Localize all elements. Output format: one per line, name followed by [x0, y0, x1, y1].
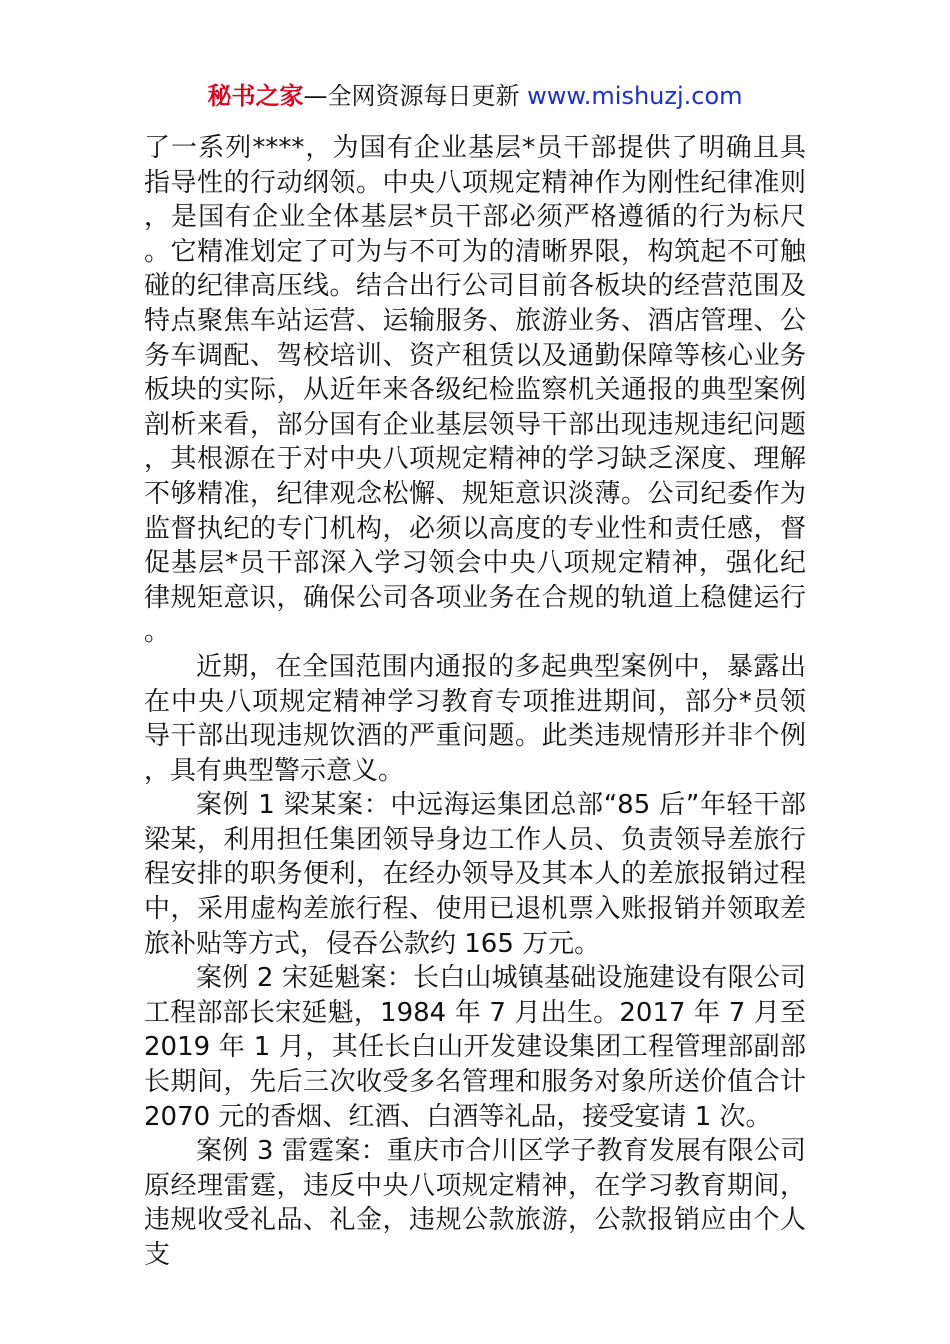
- brand-name: 秘书之家: [207, 82, 304, 110]
- paragraph-recent-cases: 近期，在全国范围内通报的多起典型案例中，暴露出在中央八项规定精神学习教育专项推进期间，部分*员领导干部出现违规饮酒的严重问题。此类违规情形并非个例，具有典型警示意义。: [144, 651, 806, 786]
- website-link[interactable]: www.mishuzj.com: [527, 82, 743, 110]
- document-body: [144, 131, 806, 1273]
- header-tagline: —全网资源每日更新: [303, 82, 520, 110]
- paragraph-case-2: 案例 2 宋延魁案：长白山城镇基础设施建设有限公司工程部部长宋延魁，1984 年 7 月出生。2017 年 7 月至 2019 年 1 月，其任长白山开发建设集团工程管理部副部长期间，先后三次收受多名管理和服务对象所送价值合计 2070 元的香烟、红酒、白酒等礼品，接受宴请 1 次。: [144, 963, 806, 1132]
- paragraph-intro: 了一系列****，为国有企业基层*员干部提供了明确且具指导性的行动纲领。中央八项规定精神作为刚性纪律准则，是国有企业全体基层*员干部必须严格遵循的行为标尺。它精准划定了可为与不可为的清晰界限，构筑起不可触碰的纪律高压线。结合出行公司目前各板块的经营范围及特点聚焦车站运营、运输服务、旅游业务、酒店管理、公务车调配、驾校培训、资产租赁以及通勤保障等核心业务板块的实际，从近年来各级纪检监察机关通报的典型案例剖析来看，部分国有企业基层领导干部出现违规违纪问题，其根源在于对中央八项规定精神的学习缺乏深度、理解不够精准，纪律观念松懈、规矩意识淡薄。公司纪委作为监督执纪的专门机构，必须以高度的专业性和责任感，督促基层*员干部深入学习领会中央八项规定精神，强化纪律规矩意识，确保公司各项业务在合规的轨道上稳健运行。: [144, 133, 806, 648]
- paragraph-case-3: 案例 3 雷霆案：重庆市合川区学子教育发展有限公司原经理雷霆，违反中央八项规定精神，在学习教育期间，违规收受礼品、礼金，违规公款旅游，公款报销应由个人支: [144, 1136, 806, 1270]
- paragraph-case-1: 案例 1 梁某案：中远海运集团总部“85 后”年轻干部梁某，利用担任集团领导身边工作人员、负责领导差旅行程安排的职务便利，在经办领导及其本人的差旅报销过程中，采用虚构差旅行程、使用已退机票入账报销并领取差旅补贴等方式，侵吞公款约 165 万元。: [144, 790, 806, 959]
- page-header: [0, 80, 950, 112]
